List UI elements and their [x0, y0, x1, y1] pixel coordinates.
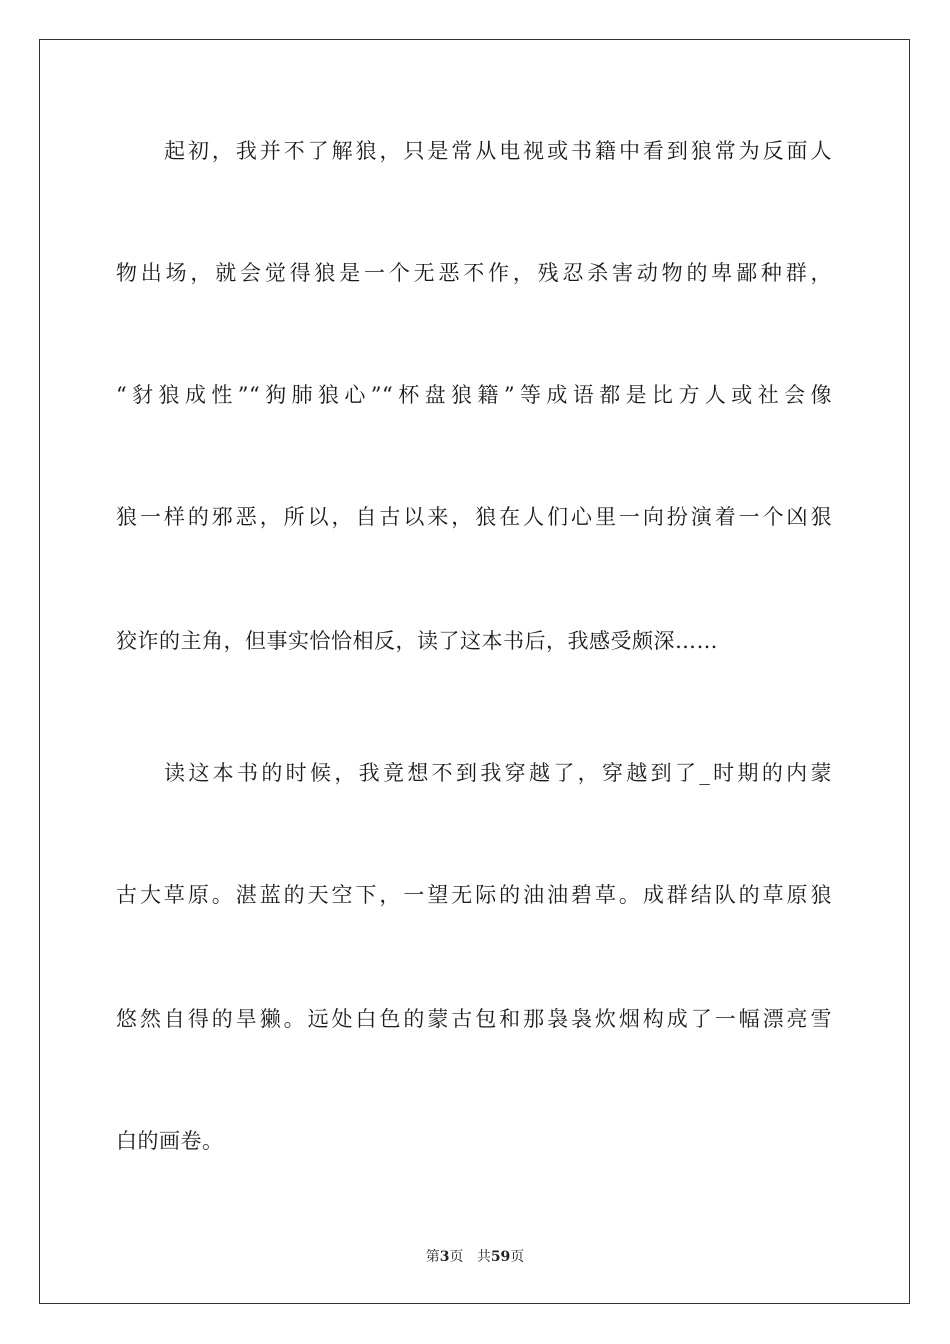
page-prefix: 第 [425, 1249, 440, 1265]
total-suffix: 页 [510, 1249, 525, 1265]
page-border [39, 39, 910, 1304]
paragraph-2-line-2: 古大草原。湛蓝的天空下，一望无际的油油碧草。成群结队的草原狼 [116, 883, 832, 907]
paragraph-1-line-5: 狡诈的主角，但事实恰恰相反，读了这本书后，我感受颇深…… [116, 629, 718, 653]
paragraph-1-line-4: 狼一样的邪恶，所以，自古以来，狼在人们心里一向扮演着一个凶狠 [116, 505, 832, 529]
page-footer [0, 1247, 950, 1267]
paragraph-2-line-3: 悠然自得的旱獭。远处白色的蒙古包和那袅袅炊烟构成了一幅漂亮雪 [116, 1007, 832, 1031]
paragraph-1-line-2: 物出场，就会觉得狼是一个无恶不作，残忍杀害动物的卑鄙种群， [116, 261, 832, 285]
paragraph-2-line-1: 读这本书的时候，我竟想不到我穿越了，穿越到了_时期的内蒙 [164, 761, 832, 785]
page-suffix: 页 [449, 1249, 464, 1265]
total-prefix: 共 [476, 1249, 491, 1265]
paragraph-1-line-1: 起初，我并不了解狼，只是常从电视或书籍中看到狼常为反面人 [164, 139, 832, 163]
paragraph-1-line-3: “豺狼成性”“狗肺狼心”“杯盘狼籍”等成语都是比方人或社会像 [116, 383, 832, 407]
current-page-number: 3 [439, 1249, 450, 1265]
paragraph-2-line-4: 白的画卷。 [116, 1129, 224, 1153]
total-page-count: 59 [490, 1249, 511, 1265]
